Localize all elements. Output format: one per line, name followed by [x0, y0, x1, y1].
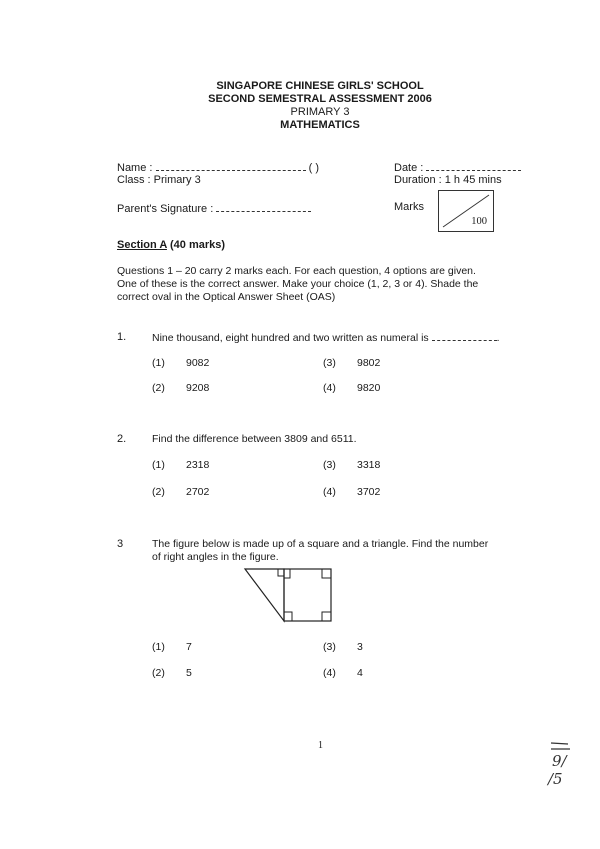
school-name: SINGAPORE CHINESE GIRLS' SCHOOL — [216, 80, 424, 92]
option-value: 9082 — [186, 357, 210, 369]
question-number: 2. — [117, 433, 127, 445]
option-value: 9802 — [357, 357, 381, 369]
class-label: Class : Primary 3 — [117, 174, 201, 186]
handwritten-dash-marks — [548, 740, 574, 752]
option-label: (3) — [323, 641, 336, 653]
question-text-part: Nine thousand, eight hundred and two written as numeral is — [152, 332, 429, 344]
question-text — [152, 538, 542, 564]
name-field — [117, 161, 319, 175]
triangle-shape — [245, 569, 284, 621]
right-angle-marker — [322, 569, 331, 578]
name-blank — [156, 161, 306, 171]
option-value: 2318 — [186, 459, 210, 471]
marks-total: 100 — [471, 216, 487, 227]
instruction-line: One of these is the correct answer. Make your choice (1, 2, 3 or 4). Shade the — [117, 278, 479, 290]
square-triangle-figure — [240, 566, 340, 628]
instruction-line: Questions 1 – 20 carry 2 marks each. For each question, 4 options are given. — [117, 265, 476, 277]
marks-label: Marks — [394, 201, 424, 213]
name-label: Name : — [117, 162, 153, 174]
parent-signature-label: Parent's Signature : — [117, 203, 214, 215]
parent-signature-field — [117, 202, 311, 216]
subject: MATHEMATICS — [280, 119, 360, 131]
parent-signature-blank — [216, 202, 311, 212]
duration-label: Duration : 1 h 45 mins — [394, 174, 502, 186]
instructions — [117, 265, 537, 304]
option-label: (3) — [323, 459, 336, 471]
option-label: (3) — [323, 357, 336, 369]
question-text: Nine thousand, eight hundred and two written as numeral is . — [152, 332, 500, 344]
handwritten-score: 9/ — [552, 752, 567, 770]
right-angle-marker — [322, 612, 331, 621]
option-label: (2) — [152, 667, 165, 679]
assessment-title: SECOND SEMESTRAL ASSESSMENT 2006 — [208, 93, 432, 105]
date-blank — [426, 161, 521, 171]
section-title: Section A — [117, 239, 167, 251]
option-label: (4) — [323, 382, 336, 394]
option-label: (1) — [152, 641, 165, 653]
option-value: 9208 — [186, 382, 210, 394]
question-text-line: The figure below is made up of a square and a triangle. Find the number — [152, 538, 489, 550]
page-number: 1 — [318, 740, 323, 751]
option-label: (1) — [152, 357, 165, 369]
option-label: (4) — [323, 486, 336, 498]
option-label: (2) — [152, 382, 165, 394]
question-number: 1. — [117, 331, 127, 343]
square-shape — [284, 569, 331, 621]
handwritten-total: /5 — [548, 770, 563, 788]
option-value: 9820 — [357, 382, 381, 394]
right-angle-marker — [284, 569, 290, 578]
instruction-line: correct oval in the Optical Answer Sheet (OAS) — [117, 291, 336, 303]
question-text: Find the difference between 3809 and 6511. — [152, 433, 357, 445]
level: PRIMARY 3 — [290, 106, 350, 118]
option-value: 3702 — [357, 486, 381, 498]
date-label: Date : — [394, 162, 424, 174]
section-marks: (40 marks) — [169, 239, 226, 251]
option-value: 3 — [357, 641, 363, 653]
option-value: 4 — [357, 667, 363, 679]
register-number-paren: ( ) — [308, 162, 319, 174]
right-angle-marker — [284, 612, 292, 621]
option-value: 5 — [186, 667, 192, 679]
option-label: (2) — [152, 486, 165, 498]
right-angle-marker — [278, 569, 284, 576]
answer-blank — [432, 331, 497, 341]
option-label: (1) — [152, 459, 165, 471]
option-label: (4) — [323, 667, 336, 679]
question-number: 3 — [117, 538, 124, 550]
marks-box — [438, 190, 494, 232]
option-value: 2702 — [186, 486, 210, 498]
option-value: 7 — [186, 641, 192, 653]
question-text-line: of right angles in the figure. — [152, 551, 279, 563]
section-heading — [117, 239, 225, 252]
date-field — [394, 161, 521, 175]
option-value: 3318 — [357, 459, 381, 471]
